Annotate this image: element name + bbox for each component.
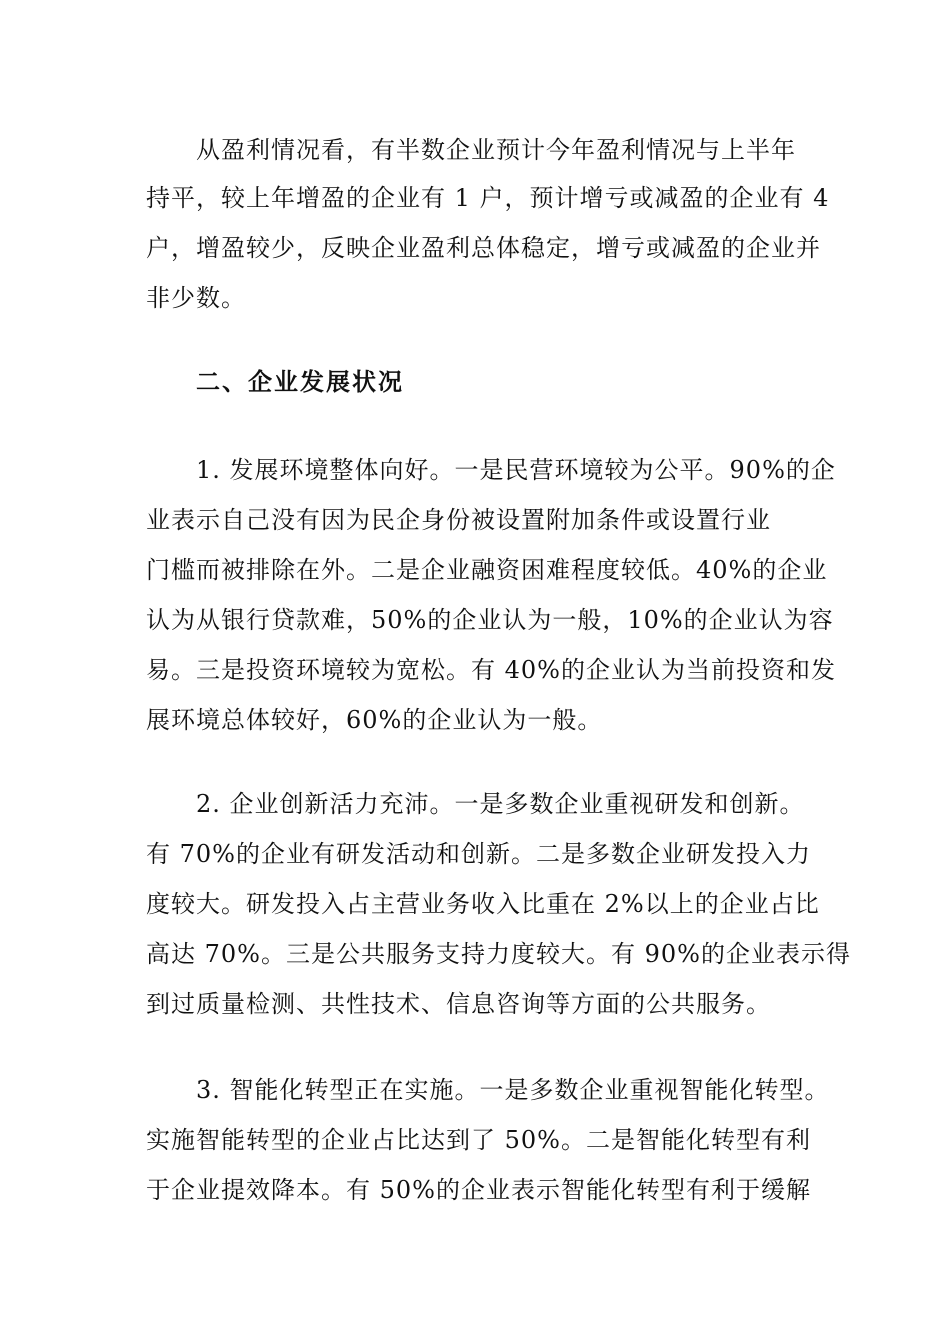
paragraph-line: 于企业提效降本。有 50%的企业表示智能化转型有利于缓解 xyxy=(146,1176,811,1204)
section-heading: 二、企业发展状况 xyxy=(196,368,404,396)
paragraph-line: 实施智能转型的企业占比达到了 50%。二是智能化转型有利 xyxy=(146,1126,811,1154)
paragraph-line: 度较大。研发投入占主营业务收入比重在 2%以上的企业占比 xyxy=(146,890,820,918)
paragraph-line: 业表示自己没有因为民企身份被设置附加条件或设置行业 xyxy=(146,506,771,534)
paragraph-line: 展环境总体较好，60%的企业认为一般。 xyxy=(146,706,603,734)
paragraph-line: 非少数。 xyxy=(146,284,246,312)
paragraph-line: 到过质量检测、共性技术、信息咨询等方面的公共服务。 xyxy=(146,990,771,1018)
paragraph-line: 户，增盈较少，反映企业盈利总体稳定，增亏或减盈的企业并 xyxy=(146,234,821,262)
paragraph-line: 易。三是投资环境较为宽松。有 40%的企业认为当前投资和发 xyxy=(146,656,836,684)
paragraph-line: 2. 企业创新活力充沛。一是多数企业重视研发和创新。 xyxy=(196,790,805,818)
paragraph-line: 有 70%的企业有研发活动和创新。二是多数企业研发投入力 xyxy=(146,840,811,868)
paragraph-line: 认为从银行贷款难，50%的企业认为一般，10%的企业认为容 xyxy=(146,606,834,634)
paragraph-line: 1. 发展环境整体向好。一是民营环境较为公平。90%的企 xyxy=(196,456,836,484)
paragraph-line: 门槛而被排除在外。二是企业融资困难程度较低。40%的企业 xyxy=(146,556,828,584)
paragraph-line: 从盈利情况看，有半数企业预计今年盈利情况与上半年 xyxy=(196,136,796,164)
paragraph-line: 持平，较上年增盈的企业有 1 户，预计增亏或减盈的企业有 4 xyxy=(146,184,830,212)
paragraph-line: 高达 70%。三是公共服务支持力度较大。有 90%的企业表示得 xyxy=(146,940,851,968)
paragraph-line: 3. 智能化转型正在实施。一是多数企业重视智能化转型。 xyxy=(196,1076,830,1104)
